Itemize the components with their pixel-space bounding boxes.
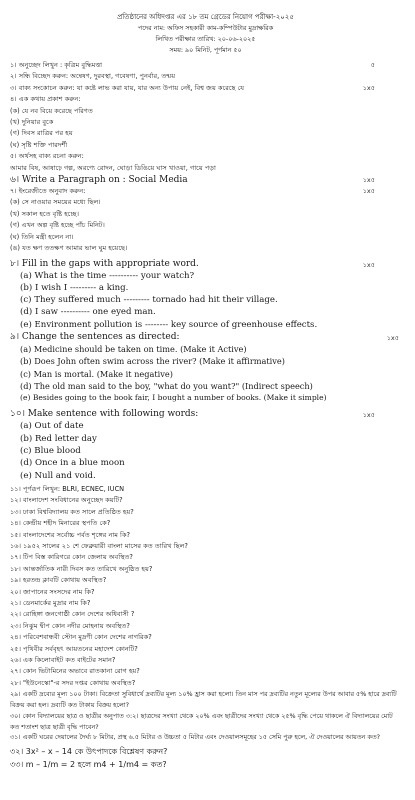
change-sentences-item: (e) Besides going to the book fair, I bought a number of books. (Make it simple): [20, 393, 327, 403]
math-question: ৩১। একটি ঘরের দেয়ালের দৈর্ঘ্য ৮ মিটার, প্রস্থ ৬.৫ মিটার ও উচ্চতা ৫ মিটার এবং দেওয়ালসমূহের ১৫ সেমি পুরু হলে, ঐ দেওয়ালের আয়তন কত?: [10, 733, 381, 742]
question-line: (গ) দিবস রাত্রির পর হয়: [10, 129, 73, 138]
question-line: ১। অনুচ্ছেদ লিখুন : কৃত্রিম বুদ্ধিমত্তা: [10, 61, 103, 69]
gk-question: ২২। রোহিঙ্গা জনগোষ্ঠী কোন দেশের অধিবাসী ?: [10, 610, 135, 619]
exam-header: [10, 12, 401, 56]
question-mark: ৫: [370, 61, 375, 69]
question-mark: ১x৫: [362, 84, 375, 92]
fill-gaps-item: (a) What is the time ---------- your watch?: [20, 270, 195, 281]
math-question: ৩২। 3x² – x – 14 কে উৎপাদকে বিশ্লেষণ করুন?: [10, 747, 168, 757]
change-sentences-section: [10, 331, 401, 404]
make-sentences-section: [10, 408, 401, 481]
change-sentences-item: (c) Man is mortal. (Make it negative): [20, 368, 173, 379]
question-line: ২। সন্ধি বিচ্ছেদ করুন: অন্বেষণ, দুরবস্থা, গবেষণা, পুনর্বার, তন্ময়: [10, 72, 176, 81]
gk-question: ২০। জাপানের সংসদের নাম কি?: [10, 587, 95, 596]
question-line: ৩। বাক্য সংকোচন করুন: যা কষ্টে লাভ করা যায়, যার অন্য উপায় নেই, বিশ্ব জয় করেছে যে: [10, 83, 245, 92]
gk-question: ১৫। বাংলাদেশের সর্বোচ্চ পর্বত শৃঙ্গের নাম কি?: [10, 530, 131, 539]
question-line: আমার বিষ, আষাঢ়ে গল্প, অরণ্যে রোদন, ঘোড়া ডিঙিয়ে ঘাস খাওয়া, গায়ে পড়া: [10, 163, 216, 172]
gk-question: ১১। পূর্ণরূপ লিখুন: BLRI, ECNEC, IUCN: [10, 484, 125, 493]
gk-question: ১৮। আন্তর্জাতিক নারী দিবস কত তারিখে অনুষ্ঠিত হয়?: [10, 564, 153, 573]
post-name: পদের নাম: অফিস সহকারী কাম-কম্পিউটার মুদ্রাক্ষরিক: [137, 24, 274, 32]
fill-gaps-item: (b) I wish I --------- a king.: [20, 282, 129, 293]
question-mark: ১x৫: [362, 176, 375, 184]
fill-gaps-item: (d) I saw ---------- one eyed man.: [20, 307, 156, 318]
make-sentences-item: (e) Null and void.: [20, 470, 96, 481]
translation-heading: ৭। ইংরেজীতে অনুবাদ করুন:: [10, 187, 86, 196]
question-mark: ১x৫: [362, 260, 375, 269]
translation-section: [10, 186, 401, 254]
question-mark: ১x৫: [386, 333, 399, 342]
change-sentences-item: (d) The old man said to the boy, "what do you want?" (Indirect speech): [20, 380, 313, 391]
gk-question: ২১। ডেনমার্কের মুদ্রার নাম কি?: [10, 599, 91, 608]
exam-title: প্রতিষ্ঠানের অধিদপ্তর এর ১৮ তম গ্রেডের নিয়োগ পরীক্ষা-২০২৫: [117, 13, 294, 21]
math-question: ২৯। একটি দ্রব্যের মূল্য ১০০ টাকা। বিক্রেতা সুবিধার্থে দ্রব্যটির মূল্য ১০% হ্রাস করা হলো। তিন মাস পর দ্রব্যটির নতুন মূল্যের উপর আবার ৫% হারে দ্রব্যটি বিক্রয় করা হল। দ্রব্যটি কত টাকায় বিক্রয় হলো?: [10, 690, 397, 710]
gk-question: ১৬। ১৯৫২ সালের ২১ শে ফেব্রুয়ারী বাংলা মাসের কত তারিখ ছিল?: [10, 541, 188, 550]
fill-gaps-item: (e) Environment pollution is -------- key source of greenhouse effects.: [20, 319, 318, 330]
make-sentences-item: (c) Blue blood: [20, 446, 81, 457]
change-sentences-item: (b) Does John often swim across the river? (Make it affirmative): [20, 356, 285, 367]
exam-date: লিখিত পরীক্ষার তারিখ: ২০-০৬-২০২৫: [155, 35, 256, 43]
translation-item: (ঙ) যত ক্ষণ ততক্ষণ আমার ভাল ঘুম হয়েছে।: [10, 244, 128, 253]
gk-question: ২৫। পৃথিবীর সর্ববৃহৎ আয়তনের মহাদেশ কোনটি?: [10, 644, 138, 653]
make-sentences-item: (b) Red letter day: [20, 433, 97, 444]
math-question: ৩০। কোন বিদ্যালয়ের ছাত্র ও ছাত্রীর অনুপাত ৩:২। ছাত্রদের সংখ্যা থেকে ২০% এবং ছাত্রীদের সংখ্যা থেকে ২৫% বৃদ্ধি পেয়ে থাকলে ঐ বিদ্যালয়ের মোট কত শতাংশ ছাত্র ছাত্রী বৃদ্ধি পাবেন?: [10, 711, 393, 731]
translation-item: (ক) সে নাওয়ার সময়ের মধ্যে ছিল।: [10, 198, 101, 207]
math-question: ৩৩। m – 1/m = 2 হলে m4 + 1/m4 = কত?: [10, 760, 167, 770]
gk-question: ১২। বাংলাদেশ সংবিধানের অনুচ্ছেদ কয়টি?: [10, 496, 123, 505]
gk-question: ২৬। এক কিলোবাইট কত বাইটের সমান?: [10, 656, 116, 665]
change-sentences-heading: ৯। Change the sentences as directed:: [10, 331, 180, 342]
general-knowledge-section: [10, 484, 401, 689]
fill-gaps-item: (c) They suffered much --------- tornado had hit their village.: [20, 295, 278, 306]
change-sentences-item: (a) Medicine should be taken on time. (Make it Active): [20, 343, 247, 354]
question-line: ৪। এক কথায় প্রকাশ করুন:: [10, 95, 81, 104]
translation-item: (ঘ) তিনি মন্ত্রী হলেন না।: [10, 232, 74, 241]
question-line: (ক) যে নব বিয়ে করেছে পরিণত: [10, 106, 93, 115]
fill-gaps-heading: ৮। Fill in the gaps with appropriate word.: [10, 258, 199, 269]
math-section: [10, 689, 401, 771]
make-sentences-item: (d) Once in a blue moon: [20, 458, 125, 469]
question-mark: ১x৫: [362, 411, 375, 420]
make-sentences-heading: ১০। Make sentence with following words:: [10, 409, 199, 420]
gk-question: ২৩। নিঝুম দ্বীপ কোন নদীর মোহনায় অবস্থিত?: [10, 621, 130, 630]
question-line: (ঘ) সৃষ্টি শক্তি পারদর্শী: [10, 140, 68, 149]
fill-gaps-section: [10, 258, 401, 331]
question-mark: ১x৫: [362, 187, 375, 196]
translation-item: (খ) সকাল হতে বৃষ্টি হচ্ছে।: [10, 209, 79, 218]
gk-question: ১৭। টিপ বিস্ত কারিগরে কোন জেলায় অবস্থিত?: [10, 553, 133, 562]
paragraph-question: ৬। Write a Paragraph on : Social Media: [10, 175, 188, 186]
gk-question: ১৯। হরতন্দ্র ক্লাবটি কোথায় অবস্থিত?: [10, 576, 107, 585]
gk-question: ১৪। কেন্দ্রীয় শহীদ মিনারের স্থপতি কে?: [10, 519, 111, 528]
question-line: ৫। অর্থসহ বাক্য রচনা করুন:: [10, 152, 84, 161]
gk-question: ২৪। পরিবেশবান্ধবী স্টোন মুদ্রণী কোন দেশের নাগরিক?: [10, 633, 152, 642]
gk-question: ২৮। "ইউনেস্কো"-র সদর দপ্তর কোথায় অবস্থিত?: [10, 678, 136, 687]
gk-question: ২৭। কোন ভিটামিনের অভাবে রাতকানা রোগ হয়?: [10, 667, 140, 676]
paragraph-section: [10, 174, 401, 186]
translation-item: (গ) এখন অল্প বৃষ্টি হচ্ছে পাঁচ মিনিট।: [10, 221, 105, 230]
make-sentences-item: (a) Out of date: [20, 421, 84, 432]
exam-duration: সময়: ৯০ মিনিট, পূর্ণমান ৫০: [169, 46, 242, 54]
question-line: (খ) দুনিয়ার বুকে: [10, 118, 54, 127]
gk-question: ১৩। ঢাকা বিশ্ববিদ্যালয় কত সালে প্রতিষ্ঠিত হয়?: [10, 507, 134, 516]
